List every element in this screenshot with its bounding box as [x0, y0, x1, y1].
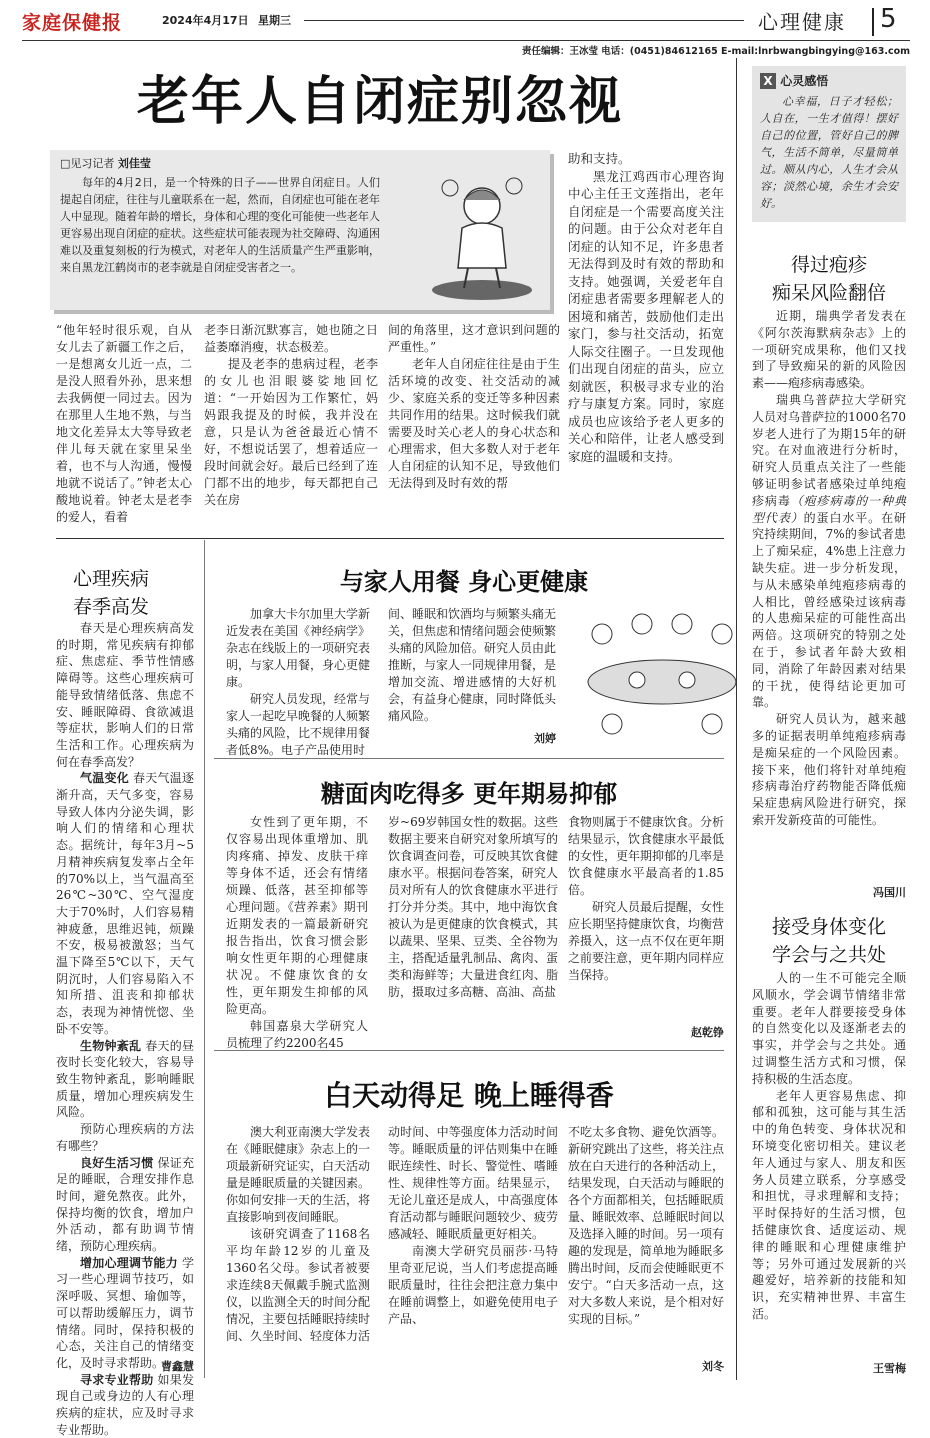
- sugar-col3: [568, 814, 724, 984]
- family-c2: 间、睡眠和饮酒均与频繁头痛无关，但焦虑和情绪问题会使频繁头痛的风险加倍。研究人员由此推断，与家人一同规律用餐，是增加交流、增进感情的大好机会，有益身心健康，同时降低头痛风险。: [388, 607, 557, 723]
- issue-weekday: 星期三: [258, 14, 291, 27]
- family-title: 与家人用餐 身心更健康: [339, 568, 589, 596]
- heart-title: 心灵感悟: [780, 74, 829, 88]
- lead-intro: 每年的4月2日，是一个特殊的日子——世界自闭症日。人们提起自闭症，往往与儿童联系在一起，然而，自闭症也可能在老年人中显现。随着年龄的增长，身体和心理的变化可能使一些老年人更容易出现自闭症的症状。这些症状可能表现为社交障碍、沟通困难以及重复刻板的行为模式，对老年人的生活质量产生严重影响，来自黑龙江鹤岗市的老李就是自闭症受害者之一。: [60, 176, 380, 274]
- spring-h2: 生物钟紊乱: [80, 1038, 142, 1053]
- spring-h3: 良好生活习惯: [80, 1155, 154, 1170]
- lead-col4a: 助和支持。: [568, 151, 631, 166]
- spring-p3: 春天的昼夜时长变化较大，容易导致生物钟紊乱，影响睡眠质量，增加心理疾病发生风险。: [56, 1038, 194, 1120]
- lead-col4b: 黑龙江鸡西市心理咨询中心主任王文莲指出，老年自闭症是一个需要高度关注的问题。由于公众对老年自闭症的认知不足，许多患者无法得到及时有效的帮助和支持。她强调，关爱老年自闭症患者需要多理解老人的困境和痛苦，鼓励他们走出家门，参与社交活动，拓宽人际交往圈子。一旦发现他们出现自闭症的苗头，应立刻就医，积极寻求专业的治疗与康复方案。同时，家庭成员也应该给予老人更多的关心和陪伴，让老人感受到家庭的温暖和支持。: [568, 168, 724, 464]
- issue-date: 2024年4月17日: [162, 14, 249, 27]
- accept-title-2: 学会与之共处: [771, 944, 886, 966]
- author: 刘佳莹: [117, 157, 151, 170]
- heart-x-icon: X: [760, 73, 776, 89]
- dementia-title-1: 得过疱疹: [790, 254, 867, 276]
- author-label: □见习记者: [60, 157, 115, 170]
- sugar-c3: 食物则属于不健康饮食。分析结果显示，饮食健康水平最低的女性，更年期抑郁的几率是饮食健康水平最高者的1.85倍。: [568, 815, 725, 897]
- spring-p1: 春天是心理疾病高发的时期，常见疾病有抑郁症、焦虑症、季节性情感障碍等。这些心理疾病可能导致情绪低落、焦虑不安、睡眠障碍、食欲减退等症状，影响人们的日常生活和工作。心理疾病为何在春季高发？: [56, 621, 194, 769]
- sleep-col1: [226, 1124, 370, 1345]
- spring-p2: 春天气温逐渐升高，天气多变，容易导致人体内分泌失调，影响人们的情绪和心理状态。据统计，每年3月~5月精神疾病复发率占全年的70%以上，当气温高至26℃~30℃、空气湿度大于70%时，人们容易精神疲惫，思维迟钝，烦躁不安，极易被激怒；当气温下降至5℃以下，天气阴沉时，人们容易陷入不知所措、沮丧和抑郁状态，表现为神情恍惚、坐卧不安等。: [56, 771, 194, 1036]
- dementia-author: 冯国川: [873, 886, 906, 899]
- elderly-person-illustration: [420, 168, 540, 304]
- lead-intro-box: [50, 150, 550, 310]
- lead-col2: [204, 322, 378, 509]
- accept-title-1: 接受身体变化: [771, 916, 886, 938]
- sleep-c2b: 南澳大学研究员丽莎·马特里奇亚尼说，当人们考虑提高睡眠质量时，往往会把注意力集中在睡前调整上，如避免使用电子产品、: [388, 1244, 558, 1326]
- dementia-p2: 瑞典乌普萨拉大学研究人员对乌普萨拉的1000名70岁老人进行了为期15年的研究。在对血液进行分析时，研究人员重点关注了一些能够证明参试者感染过单纯疱疹病毒: [752, 392, 906, 508]
- dementia-p2c: 的蛋白水平。在研究持续期间，7%的参试者患上了痴呆症，4%患上注意力缺失症。进一步分析发现，与从未感染单纯疱疹病毒的人相比，曾经感染过该病毒的人患痴呆症的可能性高出两倍。这项研究的特别之处在于，参试者年龄大致相同，消除了年龄因素对结果的干扰，使得结论更加可靠。: [752, 510, 906, 710]
- editor-line: 责任编辑：王冰莹 电话：(0451)84612165 E-mail:lnrbwangbingying@163.com: [521, 46, 910, 57]
- heart-box: [752, 66, 906, 222]
- accept-p2: 老年人更容易焦虑、抑郁和孤独，这可能与其生活中的角色转变、身体状况和环境变化密切相关。建议老年人通过与家人、朋友和医务人员建立联系，分享感受和担忧，寻求理解和支持；平时保持好的生活习惯，包括健康饮食、适度运动、规律的睡眠和心理健康维护等；另外可通过发展新的兴趣爱好，培养新的技能和知识，充实精神世界、丰富生活。: [752, 1088, 906, 1321]
- lead-col3b: 老年人自闭症往往是由于生活环境的改变、社交活动的减少、家庭关系的变迁等多种因素共同作用的结果。这时候我们就需要及时关心老人的身心状态和心理需求，但大多数人对于老年人自闭症的认知不足，导致他们无法得到及时有效的帮: [388, 357, 560, 490]
- sleep-author: 刘冬: [702, 1360, 724, 1373]
- sugar-col1: [226, 814, 368, 1052]
- sugar-c2: 岁~69岁韩国女性的数据。这些数据主要来自研究对象所填写的饮食调查问卷，可反映其饮食健康水平。根据问卷答案，研究人员对所有人的饮食健康水平进行打分并分类。其中，地中海饮食被认为是更健康的饮食模式，其以蔬果、坚果、豆类、全谷物为主，搭配适量乳制品、禽肉、蛋类和海鲜等；大量进食红肉、脂肪，摄取过多高糖、高油、高盐: [388, 815, 558, 999]
- spring-author: 曹鑫慧: [161, 1360, 194, 1373]
- sugar-title: 糖面肉吃得多 更年期易抑郁: [320, 780, 618, 808]
- sleep-col2: [388, 1124, 558, 1328]
- dementia-note: （疱疹病毒的一种典型代表）: [752, 493, 906, 525]
- page-number: 5: [880, 4, 897, 34]
- spring-title-1: 心理疾病: [72, 568, 149, 590]
- spring-p6: 学习一些心理调节技巧，如深呼吸、冥想、瑜伽等，可以帮助缓解压力，调节情绪。同时，保持积极的心态，关注自己的情绪变化，及时寻求帮助。: [56, 1255, 194, 1370]
- masthead: [22, 6, 910, 58]
- family-c1b: 研究人员发现，经常与家人一起吃早晚餐的人频繁头痛的风险，比不规律用餐者低8%。电子产品使用时: [226, 692, 371, 757]
- sugar-c1: 女性到了更年期，不仅容易出现体重增加、肌肉疼痛、掉发、皮肤干痒等身体不适，还会有情绪烦躁、低落，甚至抑郁等心理问题。《营养素》期刊近期发表的一篇最新研究报告指出，饮食习惯会影响女性更年期的心理健康状况。不健康饮食的女性，更年期发生抑郁的风险更高。: [226, 815, 368, 1016]
- lead-col2a: 老李日渐沉默寡言，她也随之日益萎靡消瘦，状态极差。: [204, 323, 378, 354]
- family-dinner-illustration: [572, 604, 752, 748]
- dementia-body: [752, 308, 906, 829]
- accept-author: 王雪梅: [873, 1362, 906, 1375]
- spring-p5: 保证充足的睡眠，合理安排作息时间，避免熬夜。此外，保持均衡的饮食，增加户外活动，都有助调节情绪，预防心理疾病。: [56, 1155, 194, 1254]
- spring-h4: 增加心理调节能力: [80, 1255, 178, 1270]
- sugar-c1b: 韩国嘉泉大学研究人员梳理了约2200名45: [226, 1019, 368, 1050]
- family-col1: [226, 606, 370, 759]
- accept-p1: 人的一生不可能完全顺风顺水，学会调节情绪非常重要。老年人群要接受身体的自然变化以及逐渐老去的事实，并学会与之共处。通过调整生活方式和习惯，保持积极的生活态度。: [752, 971, 906, 1086]
- spring-p7: 如果发现自己或身边的人有心理疾病的症状，应及时寻求专业帮助。: [56, 1372, 194, 1437]
- dementia-p3: 研究人员认为，越来越多的证据表明单纯疱疹病毒是痴呆症的一个风险因素。接下来，他们将针对单纯疱疹病毒治疗药物能否降低痴呆症患病风险进行研究，探索开发新疫苗的可能性。: [752, 712, 906, 827]
- lead-col3: [388, 322, 560, 492]
- sleep-c2: 动时间、中等强度体力活动时间等。睡眠质量的评估则集中在睡眠连续性、时长、警觉性、嗜睡性、规律性等方面。结果显示，无论儿童还是成人，中高强度体育活动都与睡眠问题较少、疲劳感减轻、睡眠质量更好相关。: [388, 1125, 558, 1241]
- heart-text: 心幸福，日子才轻松；人自在，一生才值得！摆好自己的位置，管好自己的脾气，生活不简单，尽量简单过。顺从内心，人生才会从容；淡然心境，余生才会安好。: [760, 95, 898, 210]
- spring-p4: 预防心理疾病的方法有哪些？: [56, 1122, 194, 1153]
- lead-col4: [568, 150, 724, 465]
- spring-title-2: 春季高发: [72, 596, 149, 618]
- sugar-c3b: 研究人员最后提醒，女性应长期坚持健康饮食，均衡营养摄入，这一点不仅在更年期之前要注意，更年期内同样应当保持。: [568, 900, 725, 982]
- sugar-author: 赵乾铮: [691, 1026, 724, 1039]
- sleep-c1: 澳大利亚南澳大学发表在《睡眠健康》杂志上的一项最新研究证实，白天活动量是睡眠质量的关键因素。你如何安排一天的生活，将直接影响到夜间睡眠。: [226, 1125, 371, 1224]
- dementia-p1: 近期，瑞典学者发表在《阿尔茨海默病杂志》上的一项研究成果称，他们又找到了导致痴呆的新的风险因素——疱疹病毒感染。: [752, 309, 906, 391]
- paper-name: 家庭保健报: [22, 12, 123, 34]
- dementia-title-2: 痴呆风险翻倍: [771, 282, 886, 304]
- section-name: 心理健康: [758, 10, 846, 34]
- spring-body: [56, 620, 194, 1438]
- accept-body: [752, 970, 906, 1323]
- spring-h5: 寻求专业帮助: [80, 1372, 154, 1387]
- family-author: 刘婷: [534, 732, 556, 745]
- sleep-c3: 不吃太多食物、避免饮酒等。新研究跳出了这些，将关注点放在白天进行的各种活动上，结果发现，白天活动与睡眠的各个方面都相关，包括睡眠质量、睡眠效率、总睡眠时间以及选择入睡的时间。另一项有趣的发现是，简单地为睡眠多腾出时间，反而会使睡眠更不安宁。“白天多活动一点，这对大多数人来说，是个相对好实现的目标。”: [568, 1125, 725, 1326]
- lead-col1: “他年轻时很乐观，自从女儿去了新疆工作之后，一是想离女儿近一点，二是没人照看外孙，思来想去我俩便一同过去。因为在那里人生地不熟，与当地文化差异太大等导致老伴儿每天就在家里呆坐着，也不与人沟通，慢慢地就不说话了。”钟老太心酸地说着。钟老太是老李的爱人，看着: [56, 323, 192, 524]
- lead-col3a: 间的角落里，这才意识到问题的严重性。”: [388, 323, 560, 354]
- lead-col2b: 提及老李的患病过程，老李的女儿也泪眼婆娑地回忆道：“一开始因为工作繁忙，妈妈跟我提及的时候，我并没在意，只是认为爸爸最近心情不好，不想说话罢了，想着适应一段时间就会好。最后已经到了连门都不出的地步，每天都把自己关在房: [204, 357, 378, 507]
- sleep-title: 白天动得足 晚上睡得香: [324, 1079, 614, 1112]
- lead-title: 老年人自闭症别忽视: [136, 72, 623, 132]
- sleep-c1b: 该研究调查了1168名平均年龄12岁的儿童及1360名父母。参试者被要求连续8天佩戴手腕式监测仪，以监测全天的时间分配情况，主要包括睡眠持续时间、久坐时间、轻度体力活: [226, 1227, 371, 1343]
- family-c1: 加拿大卡尔加里大学新近发表在美国《神经病学》杂志在线版上的一项研究表明，与家人用餐，身心更健康。: [226, 607, 371, 689]
- spring-h1: 气温变化: [80, 771, 129, 786]
